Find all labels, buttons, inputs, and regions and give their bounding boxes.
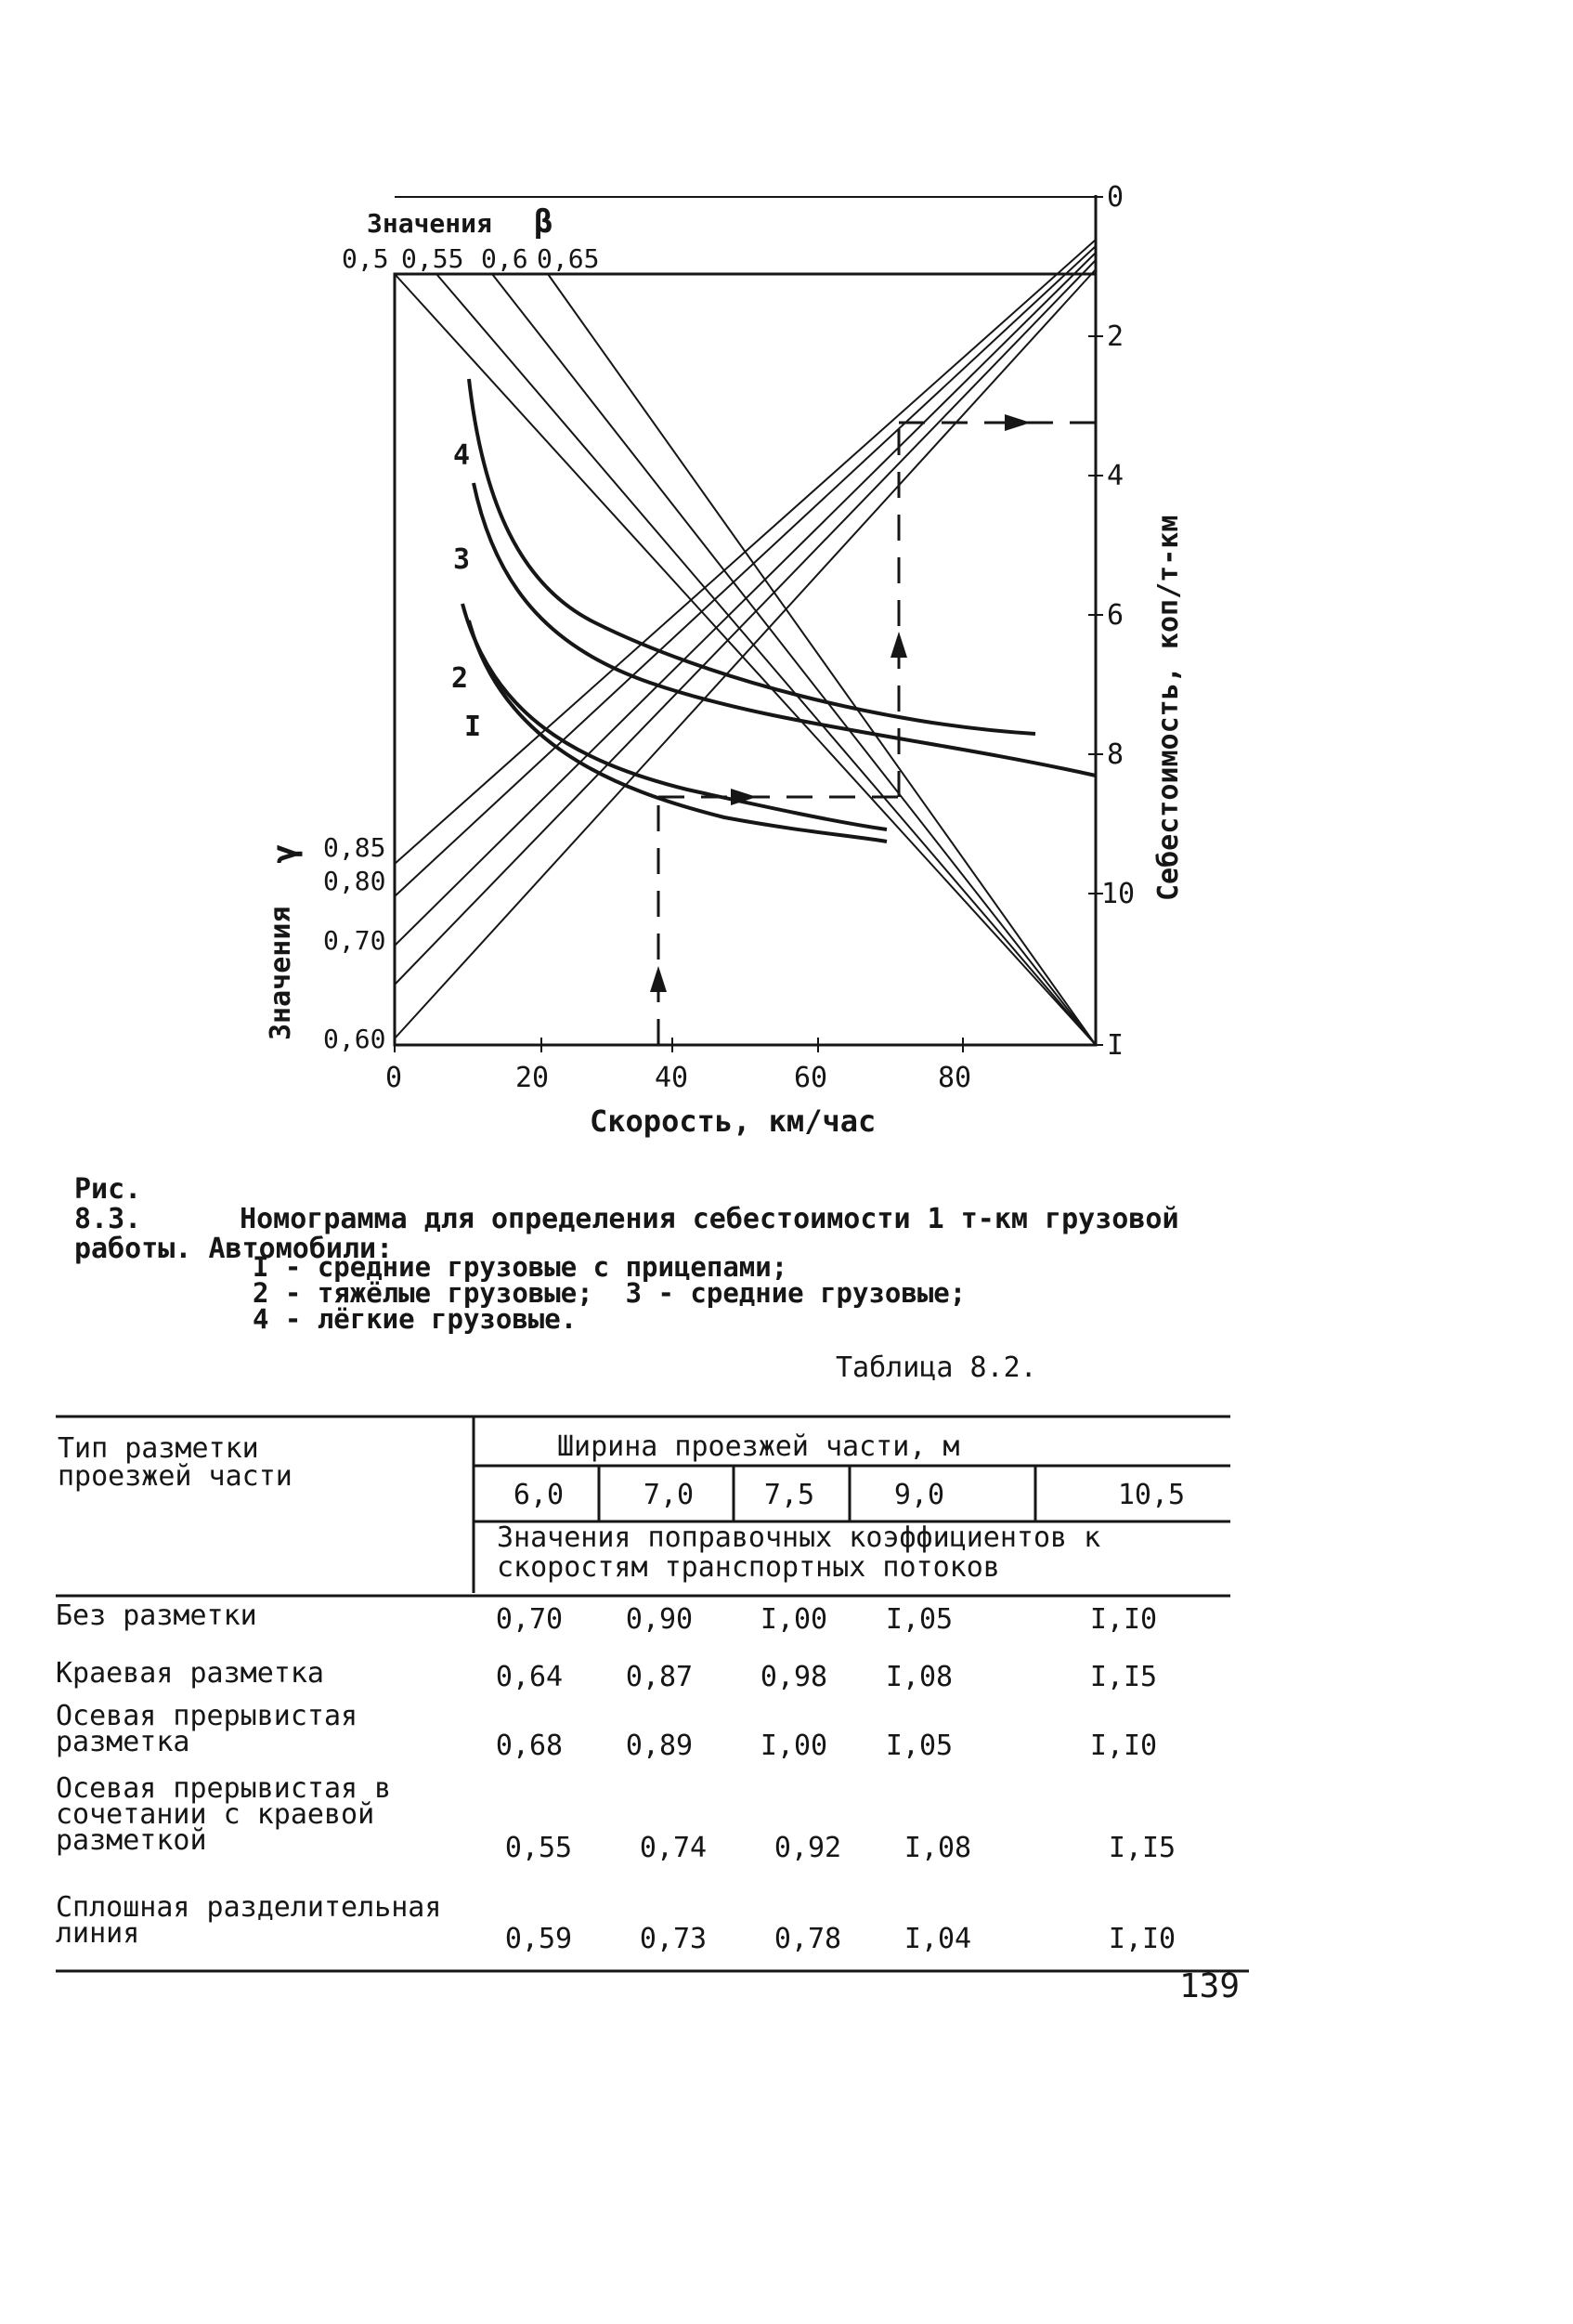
table-cell: 0,55 — [504, 1832, 573, 1864]
gamma-lines — [395, 240, 1096, 1038]
gamma-value-1: 0,85 — [323, 832, 386, 863]
width-6-0: 6,0 — [513, 1479, 565, 1511]
legend-line-1: I - средние грузовые с прицепами; — [253, 1251, 788, 1283]
table-cell: I,I0 — [1089, 1730, 1158, 1762]
table-cell: I,I5 — [1108, 1832, 1176, 1864]
x-tick-20: 20 — [515, 1062, 550, 1094]
table-cell: I,I5 — [1089, 1661, 1158, 1693]
table-cell: I,08 — [904, 1832, 972, 1864]
row-label: Краевая разметка — [56, 1657, 324, 1690]
beta-lines — [395, 274, 1096, 1045]
x-tick-40: 40 — [655, 1062, 689, 1094]
gamma-title: Значения — [265, 906, 297, 1040]
x-tick-0: 0 — [385, 1062, 403, 1094]
table-cell: I,08 — [885, 1661, 954, 1693]
y-tick-4: 4 — [1107, 460, 1124, 492]
table-cell: 0,98 — [760, 1661, 828, 1693]
curve-label-4: 4 — [453, 439, 471, 472]
y-axis-label: Себестоимость, коп/т-км — [1152, 515, 1185, 901]
curve-4 — [469, 379, 1035, 734]
width-7-0: 7,0 — [643, 1479, 695, 1511]
legend-line-3: 4 - лёгкие грузовые. — [253, 1303, 578, 1335]
curve-1 — [469, 620, 887, 842]
beta-value-1: 0,5 — [342, 243, 389, 274]
beta-title: Значения — [367, 208, 492, 239]
beta-symbol: β — [534, 203, 553, 241]
table-cell: 0,89 — [625, 1730, 694, 1762]
beta-value-4: 0,65 — [537, 243, 600, 274]
table-cell: 0,59 — [504, 1923, 573, 1955]
width-7-5: 7,5 — [763, 1479, 815, 1511]
table-cell: I,05 — [885, 1730, 954, 1762]
curve-label-2: 2 — [451, 662, 469, 695]
table-caption: Таблица 8.2. — [836, 1351, 1037, 1384]
table-cell: I,05 — [885, 1603, 954, 1636]
width-9-0: 9,0 — [893, 1479, 945, 1511]
table-cell: I,I0 — [1089, 1603, 1158, 1636]
table-cell: I,I0 — [1108, 1923, 1176, 1955]
gamma-symbol: γ — [266, 843, 304, 864]
y-tick-6: 6 — [1107, 599, 1124, 632]
table-cell: 0,70 — [495, 1603, 564, 1636]
gamma-value-2: 0,80 — [323, 866, 386, 896]
table-cell: I,00 — [760, 1730, 828, 1762]
row-label: Сплошная разделительная линия — [56, 1891, 442, 1950]
table-cell: 0,87 — [625, 1661, 694, 1693]
table-cell: 0,74 — [639, 1832, 708, 1864]
curve-label-3: 3 — [453, 543, 471, 576]
table-cell: 0,68 — [495, 1730, 564, 1762]
row-label: Осевая прерывистая разметка — [56, 1700, 358, 1758]
table-cell: I,04 — [904, 1923, 972, 1955]
curve-label-1: I — [464, 711, 482, 743]
row-label: Осевая прерывистая в сочетании с краевой разметкой — [56, 1772, 392, 1857]
gamma-value-3: 0,70 — [323, 925, 386, 956]
table-cell: 0,90 — [625, 1603, 694, 1636]
y-tick-0: 0 — [1107, 181, 1124, 214]
figure-legend — [253, 1251, 967, 1335]
legend-line-2: 2 - тяжёлые грузовые; 3 - средние грузовые; — [253, 1277, 967, 1309]
col-header-type: Тип разметки проезжей части — [58, 1432, 292, 1493]
table-cell: 0,64 — [495, 1661, 564, 1693]
y-tick-8: 8 — [1107, 738, 1124, 771]
table-cell: 0,92 — [774, 1832, 842, 1864]
gamma-value-4: 0,60 — [323, 1024, 386, 1054]
row-label: Без разметки — [56, 1599, 257, 1632]
page-number: 139 — [1179, 1967, 1241, 2005]
x-axis-label: Скорость, км/час — [590, 1103, 877, 1139]
figure-caption-text: Номограмма для определения себестоимости 1 т-км грузовой работы. Автомобили: — [74, 1203, 1179, 1265]
y-tick-10: 10 — [1101, 878, 1136, 910]
figure-number: Рис. 8.3. — [74, 1173, 142, 1235]
beta-value-2: 0,55 — [401, 243, 464, 274]
example-arrows — [650, 414, 1031, 992]
x-tick-60: 60 — [794, 1062, 828, 1094]
col-header-width: Ширина проезжей части, м — [557, 1430, 960, 1463]
beta-value-3: 0,6 — [481, 243, 528, 274]
y-tick-I: I — [1107, 1029, 1124, 1062]
y-tick-2: 2 — [1107, 320, 1124, 353]
x-tick-80: 80 — [938, 1062, 972, 1094]
width-10-5: 10,5 — [1117, 1479, 1186, 1511]
table-cell: I,00 — [760, 1603, 828, 1636]
table-cell: 0,73 — [639, 1923, 708, 1955]
corr-header: Значения поправочных коэффициентов к скоростям транспортных потоков — [497, 1521, 1101, 1584]
table-cell: 0,78 — [774, 1923, 842, 1955]
